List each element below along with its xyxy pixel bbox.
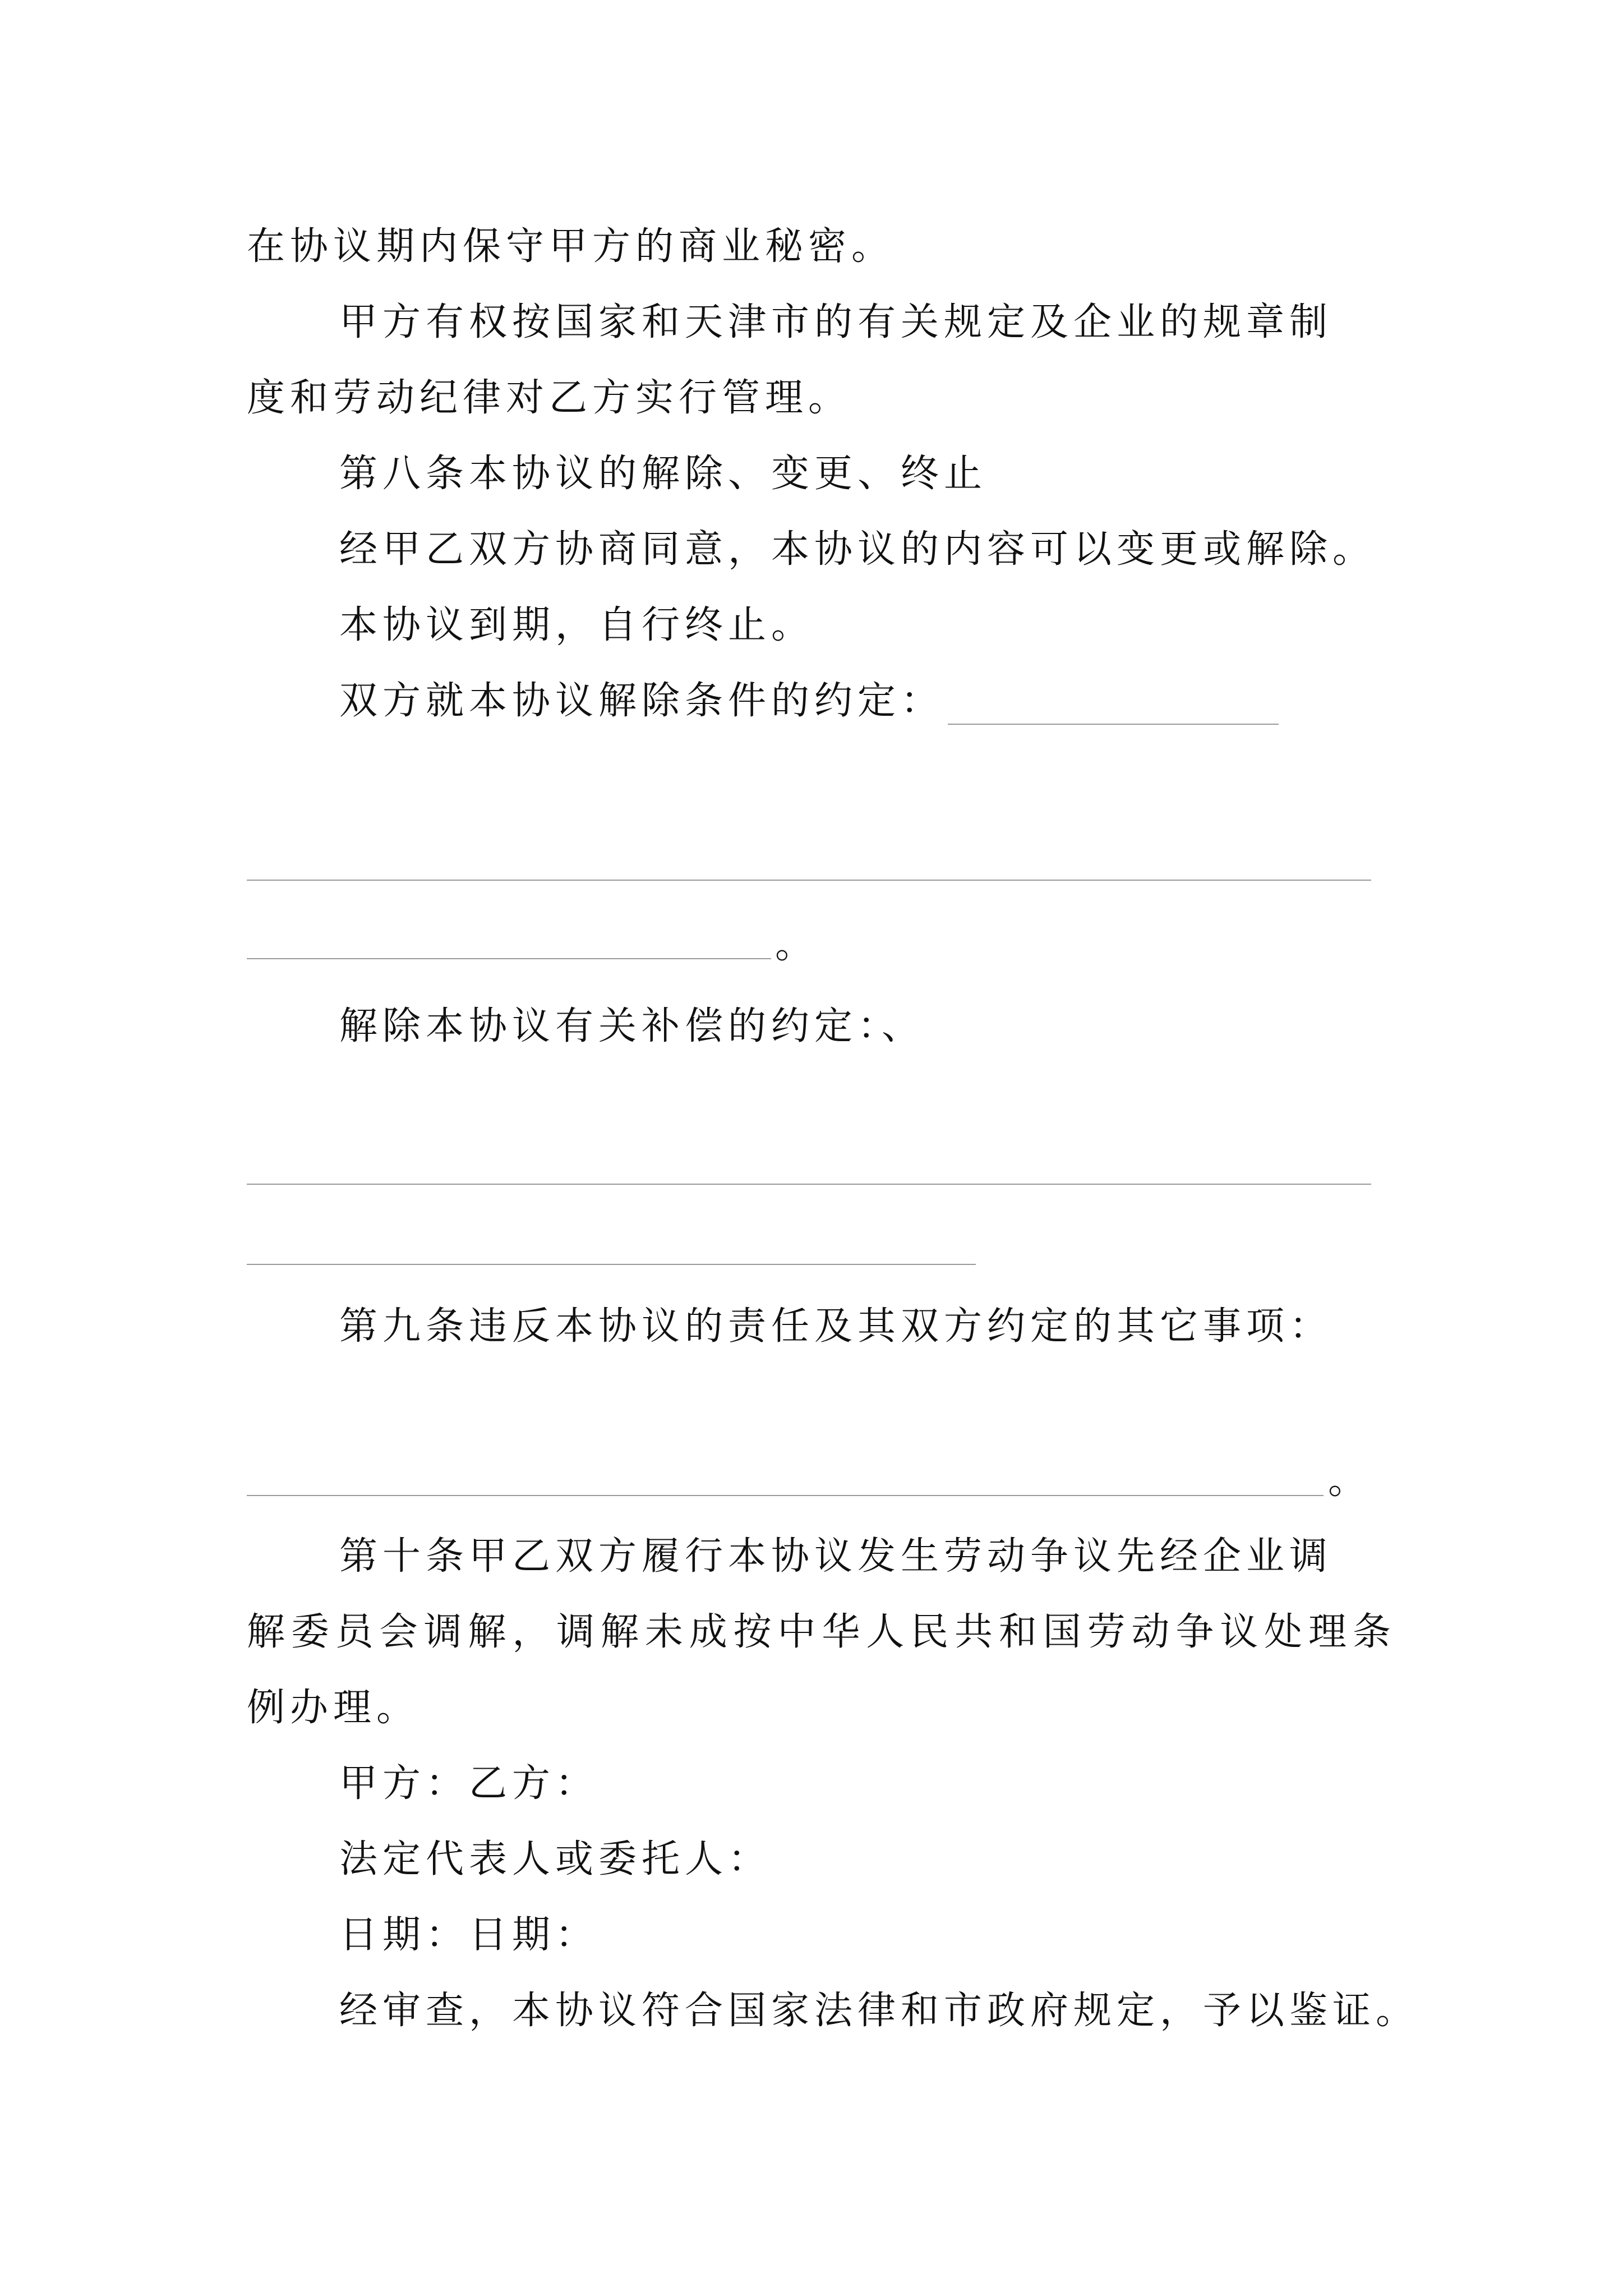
blank-fill-line [948, 724, 1279, 725]
paragraph-line: 度和劳动纪律对乙方实行管理。 [247, 376, 852, 420]
article-9-heading: 第九条违反本协议的责任及其双方约定的其它事项： [339, 1304, 1333, 1349]
paragraph-line: 本协议到期，自行终止。 [339, 603, 815, 647]
paragraph-line: 甲方有权按国家和天津市的有关规定及企业的规章制 [339, 300, 1333, 344]
representative-line: 法定代表人或委托人： [339, 1837, 772, 1881]
blank-fill-line [247, 958, 771, 959]
blank-fill-line [247, 1495, 1324, 1496]
article-10-line: 例办理。 [247, 1686, 420, 1730]
blank-fill-line [247, 880, 1371, 881]
party-signature-line: 甲方：乙方： [339, 1761, 599, 1806]
blank-fill-line [247, 1184, 1371, 1185]
period-mark: 。 [1328, 1458, 1367, 1503]
blank-fill-line [247, 1264, 976, 1265]
termination-conditions-label: 双方就本协议解除条件的约定： [339, 679, 944, 723]
date-line: 日期：日期： [339, 1913, 599, 1957]
article-10-line: 第十条甲乙双方履行本协议发生劳动争议先经企业调 [339, 1534, 1333, 1579]
period-mark: 。 [775, 923, 814, 967]
article-10-line: 解 委 员 会 调 解 ， 调 解 未 成 按 中 华 人 民 共 和 国 劳 动 争 议 处 理 条 [247, 1610, 1391, 1654]
certification-line: 经审查，本协议符合国家法律和市政府规定，予以鉴证。 [339, 1989, 1419, 2033]
compensation-label: 解除本协议有关补偿的约定：、 [339, 1004, 925, 1048]
paragraph-line: 经甲乙双方协商同意，本协议的内容可以变更或解除。 [339, 527, 1376, 572]
paragraph-line: 在协议期内保守甲方的商业秘密。 [247, 224, 895, 269]
article-8-heading: 第八条本协议的解除、变更、终止 [339, 452, 988, 496]
